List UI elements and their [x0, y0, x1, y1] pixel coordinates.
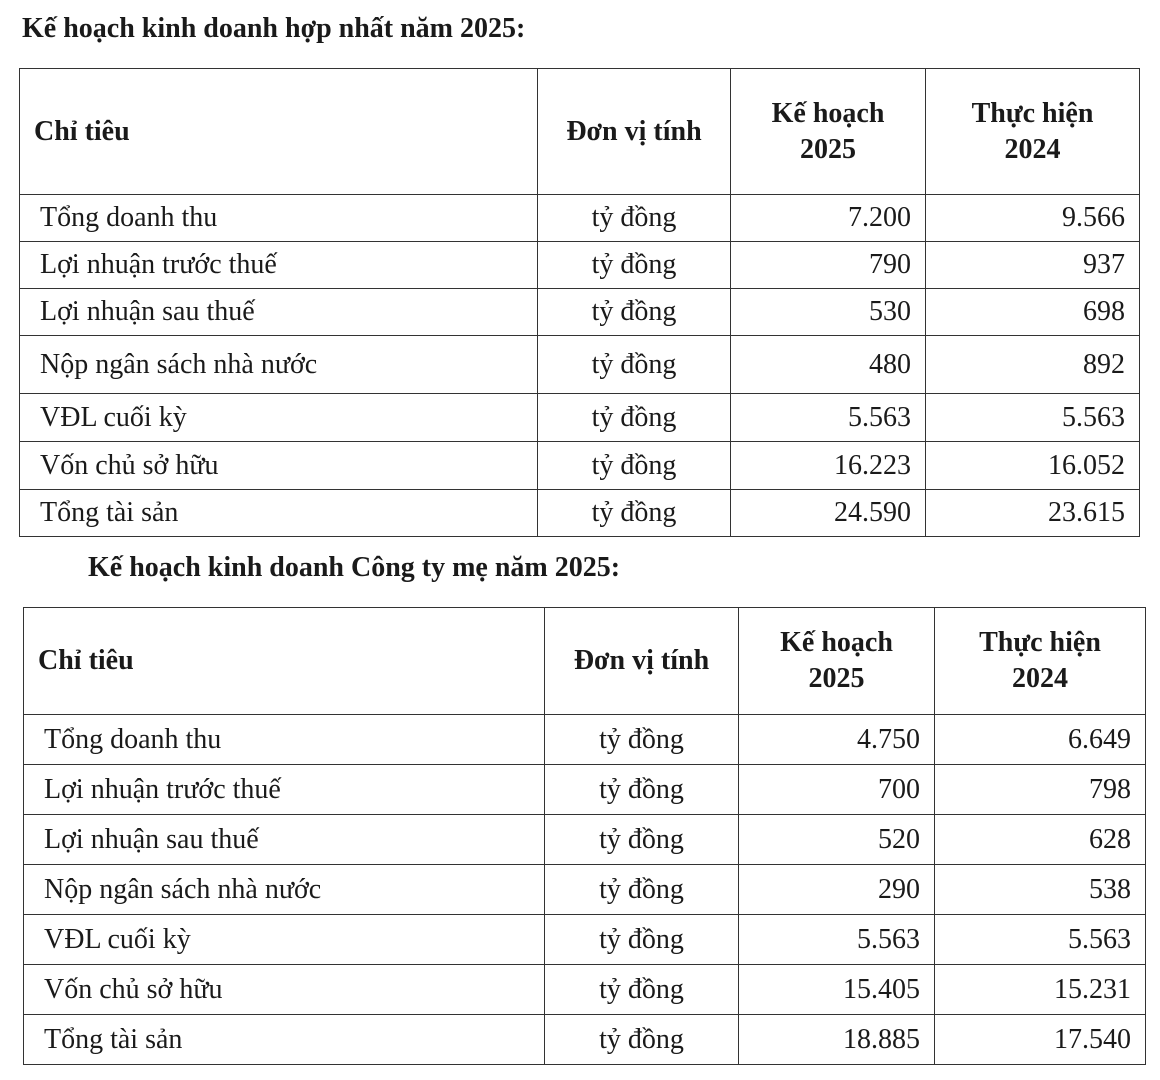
cell-plan: 790	[731, 242, 926, 289]
cell-indicator: Tổng doanh thu	[20, 195, 538, 242]
cell-unit: tỷ đồng	[545, 715, 739, 765]
cell-actual: 23.615	[926, 490, 1140, 537]
consolidated-plan-table	[19, 68, 1140, 537]
cell-indicator: Tổng tài sản	[20, 490, 538, 537]
header-indicator: Chỉ tiêu	[24, 608, 545, 715]
table-row	[24, 915, 1146, 965]
header-plan	[739, 608, 935, 715]
cell-unit: tỷ đồng	[538, 336, 731, 394]
cell-actual: 15.231	[935, 965, 1146, 1015]
header-actual	[935, 608, 1146, 715]
cell-unit: tỷ đồng	[545, 915, 739, 965]
cell-indicator: Nộp ngân sách nhà nước	[20, 336, 538, 394]
table-row	[20, 442, 1140, 490]
header-unit: Đơn vị tính	[545, 608, 739, 715]
cell-actual: 5.563	[935, 915, 1146, 965]
cell-unit: tỷ đồng	[545, 1015, 739, 1065]
cell-plan: 7.200	[731, 195, 926, 242]
header-actual-line1: Thực hiện	[979, 627, 1101, 658]
cell-indicator: Nộp ngân sách nhà nước	[24, 865, 545, 915]
header-unit: Đơn vị tính	[538, 69, 731, 195]
cell-actual: 6.649	[935, 715, 1146, 765]
cell-actual: 538	[935, 865, 1146, 915]
cell-plan: 18.885	[739, 1015, 935, 1065]
table-header-row	[24, 608, 1146, 715]
table-row	[20, 195, 1140, 242]
cell-plan: 520	[739, 815, 935, 865]
cell-unit: tỷ đồng	[538, 490, 731, 537]
header-actual	[926, 69, 1140, 195]
cell-unit: tỷ đồng	[538, 442, 731, 490]
table-row	[20, 394, 1140, 442]
table-row	[24, 1015, 1146, 1065]
cell-indicator: Vốn chủ sở hữu	[20, 442, 538, 490]
consolidated-plan-title: Kế hoạch kinh doanh hợp nhất năm 2025:	[22, 13, 526, 44]
cell-unit: tỷ đồng	[545, 865, 739, 915]
cell-actual: 5.563	[926, 394, 1140, 442]
cell-indicator: VĐL cuối kỳ	[24, 915, 545, 965]
cell-actual: 798	[935, 765, 1146, 815]
header-indicator: Chỉ tiêu	[20, 69, 538, 195]
cell-actual: 698	[926, 289, 1140, 336]
table-row	[24, 715, 1146, 765]
cell-plan: 290	[739, 865, 935, 915]
header-actual-line2: 2024	[1004, 133, 1061, 165]
cell-unit: tỷ đồng	[538, 242, 731, 289]
cell-indicator: VĐL cuối kỳ	[20, 394, 538, 442]
table-row	[24, 865, 1146, 915]
table-row	[20, 289, 1140, 336]
header-actual-line2: 2024	[1012, 663, 1068, 694]
cell-unit: tỷ đồng	[538, 195, 731, 242]
cell-plan: 700	[739, 765, 935, 815]
header-plan-line2: 2025	[808, 663, 865, 694]
cell-plan: 480	[731, 336, 926, 394]
cell-plan: 5.563	[739, 915, 935, 965]
cell-indicator: Lợi nhuận sau thuế	[24, 815, 545, 865]
cell-unit: tỷ đồng	[545, 965, 739, 1015]
table-header-row	[20, 69, 1140, 195]
cell-actual: 628	[935, 815, 1146, 865]
header-actual-line1: Thực hiện	[971, 97, 1094, 129]
cell-plan: 4.750	[739, 715, 935, 765]
cell-indicator: Tổng tài sản	[24, 1015, 545, 1065]
cell-unit: tỷ đồng	[545, 815, 739, 865]
cell-indicator: Lợi nhuận sau thuế	[20, 289, 538, 336]
header-plan-line1: Kế hoạch	[780, 627, 893, 658]
cell-unit: tỷ đồng	[538, 394, 731, 442]
cell-indicator: Lợi nhuận trước thuế	[24, 765, 545, 815]
cell-unit: tỷ đồng	[545, 765, 739, 815]
cell-unit: tỷ đồng	[538, 289, 731, 336]
cell-indicator: Tổng doanh thu	[24, 715, 545, 765]
cell-plan: 530	[731, 289, 926, 336]
cell-actual: 16.052	[926, 442, 1140, 490]
cell-plan: 24.590	[731, 490, 926, 537]
parent-company-plan-table	[23, 607, 1146, 1065]
cell-indicator: Vốn chủ sở hữu	[24, 965, 545, 1015]
cell-plan: 5.563	[731, 394, 926, 442]
parent-company-plan-title: Kế hoạch kinh doanh Công ty mẹ năm 2025:	[88, 552, 621, 583]
cell-actual: 937	[926, 242, 1140, 289]
table-row	[20, 490, 1140, 537]
header-plan	[731, 69, 926, 195]
cell-actual: 17.540	[935, 1015, 1146, 1065]
cell-actual: 9.566	[926, 195, 1140, 242]
table-row	[20, 242, 1140, 289]
header-plan-line2: 2025	[800, 133, 856, 165]
table-row	[24, 765, 1146, 815]
cell-plan: 16.223	[731, 442, 926, 490]
table-row	[24, 965, 1146, 1015]
cell-plan: 15.405	[739, 965, 935, 1015]
table-row	[20, 336, 1140, 394]
cell-indicator: Lợi nhuận trước thuế	[20, 242, 538, 289]
cell-actual: 892	[926, 336, 1140, 394]
table-row	[24, 815, 1146, 865]
header-plan-line1: Kế hoạch	[771, 97, 885, 129]
